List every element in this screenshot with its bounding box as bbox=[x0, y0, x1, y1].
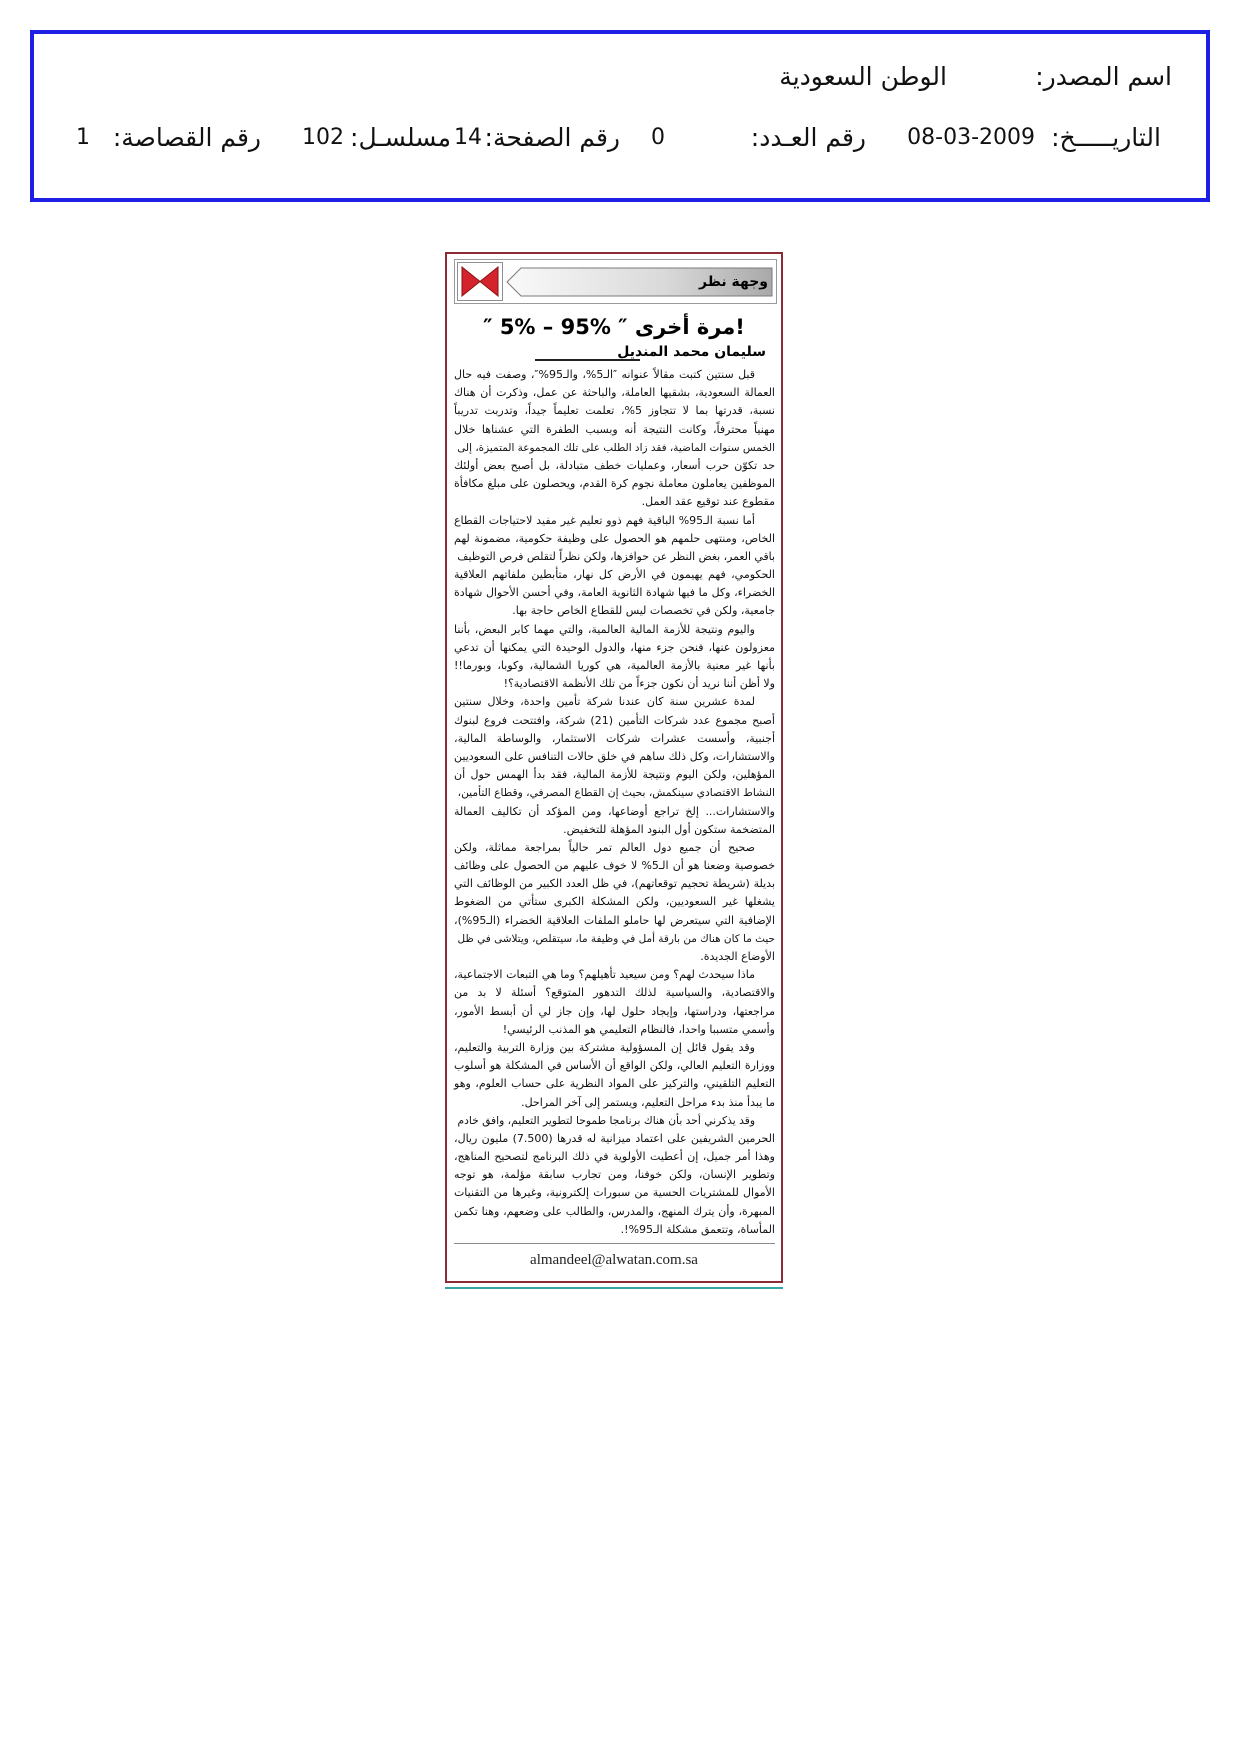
date-label: التاريـــــخ: bbox=[1051, 123, 1161, 152]
article-paragraph bbox=[454, 1112, 775, 1239]
article-line: لمدة عشرين سنة كان عندنا شركة تأمين واحدة، وخلال سنتين bbox=[454, 695, 755, 709]
article-line: وأسمي متسببا واحدا، فالنظام التعليمي هو المذنب الرئيسي! bbox=[502, 1022, 775, 1036]
serial-label: مسلسـل: bbox=[350, 123, 451, 152]
article-line: جامعية، ولكن في تخصصات ليس للقطاع الخاص حاجة بها. bbox=[512, 604, 775, 618]
article-line: باقي العمر، بغض النظر عن حوافزها، ولكن نظراً لتقلص فرص التوظيف bbox=[457, 549, 775, 563]
article-line: أصبح مجموع عدد شركات التأمين (21) شركة، وافتتحت فروع لبنوك bbox=[454, 713, 775, 727]
article-line: وقد يقول قائل إن المسؤولية مشتركة بين وزارة التربية والتعليم، bbox=[454, 1040, 755, 1054]
article-line: المبهرة، وأن يترك المنهج، والمدرس، والطالب على وضعهم، وهنا تكمن bbox=[454, 1204, 775, 1218]
article-paragraph bbox=[454, 366, 775, 512]
page-number-value: 14 bbox=[454, 125, 482, 150]
article-separator bbox=[454, 1243, 775, 1244]
article-line: التعليم التلقيني، والتركيز على المواد النظرية على حساب العلوم، وهو bbox=[454, 1077, 775, 1091]
article-line: والاستشارات، وكل ذلك ساهم في خلق حالات التنافس على السعوديين bbox=[454, 749, 775, 763]
article-paragraph bbox=[454, 693, 775, 839]
article-line: وتطوير الإنسان، ولكن خوفنا، ومن تجارب سابقة مؤلمة، هو توجه bbox=[454, 1168, 775, 1182]
article-line: الموظفين يعاملون معاملة نجوم كرة القدم، ويحصلون على مبلغ مكافأة bbox=[453, 477, 775, 491]
article-line: يشغلها غير السعوديين، ولكن المشكلة الكبرى ستأتي من الضغوط bbox=[454, 895, 775, 909]
article-line: الأموال للمشتريات الحسية من سبورات إلكترونية، وغيرها من التقنيات bbox=[453, 1186, 775, 1200]
article-line: مهنياً محترفاً، وكانت النتيجة أنه وبسبب الطفرة التي عشناها خلال bbox=[454, 422, 775, 436]
article-line: وهذا أمر جميل، إن أعطيت الأولوية في ذلك البرنامج لتصحيح المناهج، bbox=[454, 1150, 775, 1164]
article-line: المؤهلين، ولكن اليوم ونتيجة للأزمة المالية، فقد بدأ الهمس حول أن bbox=[454, 768, 775, 782]
author-email: almandeel@alwatan.com.sa bbox=[530, 1252, 698, 1268]
article-line: ما يبدأ منذ بدء مراحل التعليم، ويستمر إلى آخر المراحل. bbox=[521, 1095, 775, 1109]
serial-value: 102 bbox=[302, 125, 344, 150]
article-line: ماذا سيحدث لهم؟ ومن سيعيد تأهيلهم؟ وما هي التبعات الاجتماعية، bbox=[454, 968, 755, 982]
article-line: والاستشارات... إلخ تراجع أوضاعها، ومن المؤكد أن تكاليف العمالة bbox=[453, 804, 775, 818]
author-underline bbox=[535, 359, 640, 361]
issue-number-value: 0 bbox=[651, 125, 665, 150]
article-line: قبل سنتين كتبت مقالاً عنوانه ″الـ5%، والـ95%″، وصفت فيه حال bbox=[454, 368, 755, 381]
article-line: ووزارة التعليم العالي، ولكن الواقع أن الأساس في المشكلة هو أسلوب bbox=[454, 1059, 775, 1073]
source-value: الوطن السعودية bbox=[779, 62, 947, 91]
clipping-bottom-rule bbox=[445, 1287, 783, 1289]
source-label: اسم المصدر: bbox=[1035, 62, 1172, 91]
article-line: مراجعتها، ودراستها، وإيجاد حلول لها، وإن جاز لي أن أبسط الأمور، bbox=[454, 1004, 775, 1018]
article-paragraph bbox=[454, 512, 775, 621]
article-line: نسبة، قدرتها بما لا تتجاوز 5%، تعلمت تعليماً جيداً، وتدربت تدريباً bbox=[454, 404, 775, 418]
article-line: العمالة السعودية، بشقيها العاملة، والباحثة عن عمل، وذكرت أن هناك bbox=[453, 386, 775, 400]
article-line: بأنها غير معنية بالأزمة العالمية، هي كوريا الشمالية، وكوبا، وبورما!! bbox=[453, 659, 775, 672]
clipping-number-value: 1 bbox=[76, 125, 90, 150]
article-line: أما نسبة الـ95% الباقية فهم ذوو تعليم غير مفيد لاحتياجات القطاع bbox=[453, 513, 755, 527]
article-line: الخاص، ومنتهى حلمهم هو الحصول على وظيفة حكومية، مضمونة لهم bbox=[454, 531, 775, 545]
issue-number-label: رقم العـدد: bbox=[750, 123, 866, 152]
article-line: حد تكوّن حرب أسعار، وعمليات خطف متبادلة، بل أصبح بعض أولئك bbox=[453, 458, 775, 472]
article-line: بديلة (شريطة تحجيم توقعاتهم)، في ظل العدد الكبير من الوظائف التي bbox=[453, 877, 775, 891]
section-banner bbox=[454, 259, 777, 304]
article-line: الإضافية التي سيتعرض لها حاملو الملفات العلاقية الخضراء (الـ95%)، bbox=[454, 913, 775, 927]
clipping-number-label: رقم القصاصة: bbox=[112, 123, 261, 152]
article-line: صحيح أن جميع دول العالم تمر حالياً بمراجعة مماثلة، ولكن bbox=[454, 840, 755, 854]
article-paragraph bbox=[454, 966, 775, 1039]
article-paragraph bbox=[454, 1039, 775, 1112]
bowtie-logo-icon bbox=[457, 262, 503, 301]
article-line: النشاط الاقتصادي سينكمش، بحيث إن القطاع المصرفي، وقطاع التأمين، bbox=[457, 786, 775, 800]
article-line: المأساة، وتتعمق مشكلة الـ95%!. bbox=[620, 1222, 775, 1236]
article-clipping bbox=[445, 252, 783, 1283]
date-value: 08-03-2009 bbox=[907, 125, 1035, 150]
article-author: سليمان محمد المنديل bbox=[617, 344, 766, 360]
article-line: والاقتصادية، والسياسية لذلك التدهور المتوقع؟ أسئلة لا بد من bbox=[454, 986, 775, 1000]
article-line: الخمس سنوات الماضية، فقد زاد الطلب على تلك المجموعة المتميزة، إلى bbox=[457, 441, 775, 454]
article-line: الحكومي، فهم يهيمون في الأرض كل نهار، متأبطين ملفاتهم العلاقية bbox=[453, 568, 775, 582]
article-paragraph bbox=[454, 621, 775, 694]
clipping-info-header bbox=[30, 30, 1210, 202]
article-body bbox=[454, 366, 775, 1239]
article-line: الحرمين الشريفين على اعتماد ميزانية له قدرها (7.500) مليون ريال، bbox=[454, 1131, 775, 1145]
article-title: ″ 5% – 95% ″ مرة أخرى! bbox=[483, 315, 745, 339]
article-line: الأوضاع الجديدة. bbox=[700, 950, 775, 963]
article-line: معزولون عنها، فنحن جزء منها، والدول الوحيدة التي يمكنها أن تدعي bbox=[454, 640, 775, 654]
article-line: مقطوع عند توقيع عقد العمل. bbox=[641, 495, 775, 509]
article-line: وقد يذكرني أحد بأن هناك برنامجا طموحا لتطوير التعليم، وافق خادم bbox=[457, 1113, 755, 1127]
article-line: واليوم ونتيجة للأزمة المالية العالمية، والتي مهما كابر البعض، بأننا bbox=[454, 622, 755, 636]
article-line: أجنبية، وأسست عشرات شركات الاستثمار، والوساطة المالية، bbox=[454, 731, 775, 745]
section-label: وجهة نظر bbox=[698, 274, 768, 290]
article-paragraph bbox=[454, 839, 775, 966]
page-number-label: رقم الصفحة: bbox=[484, 123, 620, 152]
article-line: خصوصية وضعنا هو أن الـ5% لا خوف عليهم من الحصول على وظائف bbox=[454, 859, 775, 873]
article-line: ولا أظن أننا نريد أن نكون جزءاً من تلك الأنظمة الاقتصادية؟! bbox=[503, 677, 775, 691]
article-line: حيث ما كان هناك من بارقة أمل في وظيفة ما، سيتقلص، ويتلاشى في ظل bbox=[457, 932, 775, 945]
article-line: الخضراء، وكل ما فيها شهادة الثانوية العامة، وفي أحسن الأحوال شهادة bbox=[453, 586, 775, 600]
article-line: المتضخمة ستكون أول البنود المؤهلة للتخفيض. bbox=[563, 822, 775, 836]
